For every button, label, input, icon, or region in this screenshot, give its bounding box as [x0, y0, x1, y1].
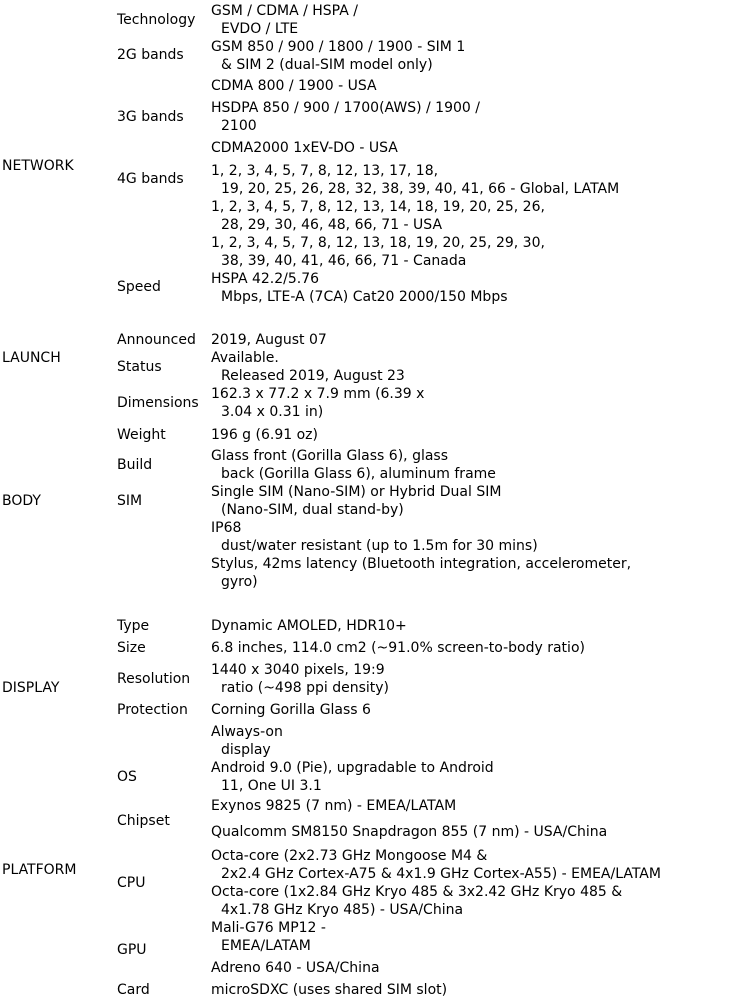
value-4g-canada-line2: 38, 39, 40, 41, 46, 66, 71 - Canada — [221, 253, 467, 269]
value-4g-usa-line2: 28, 29, 30, 46, 48, 66, 71 - USA — [221, 217, 443, 233]
label-sim: SIM — [117, 493, 143, 509]
value-cpu-emea-line1: Octa-core (2x2.73 GHz Mongoose M4 & — [211, 848, 488, 864]
value-announced: 2019, August 07 — [211, 332, 327, 348]
value-2g-bands-line2: & SIM 2 (dual-SIM model only) — [221, 57, 433, 73]
section-launch: LAUNCH — [2, 350, 61, 366]
label-type: Type — [117, 618, 150, 634]
value-3g-bands-line2: 2100 — [221, 118, 257, 134]
value-dimensions-line1: 162.3 x 77.2 x 7.9 mm (6.39 x — [211, 386, 425, 402]
value-resolution-line2: ratio (~498 ppi density) — [221, 680, 389, 696]
value-gpu-emea-line2: EMEA/LATAM — [221, 938, 311, 954]
value-always-on-line1: Always-on — [211, 724, 283, 740]
label-announced: Announced — [117, 332, 196, 348]
value-sim-line1: Single SIM (Nano-SIM) or Hybrid Dual SIM — [211, 484, 502, 500]
label-speed: Speed — [117, 279, 161, 295]
value-resolution-line1: 1440 x 3040 pixels, 19:9 — [211, 662, 385, 678]
value-gpu-emea-line1: Mali-G76 MP12 - — [211, 920, 326, 936]
label-status: Status — [117, 359, 162, 375]
value-speed-line1: HSPA 42.2/5.76 — [211, 271, 320, 287]
value-protection: Corning Gorilla Glass 6 — [211, 702, 371, 718]
value-stylus-line2: gyro) — [221, 574, 258, 590]
value-weight: 196 g (6.91 oz) — [211, 427, 318, 443]
value-cpu-usa-line2: 4x1.78 GHz Kryo 485) - USA/China — [221, 902, 464, 918]
value-2g-bands-line1: GSM 850 / 900 / 1800 / 1900 - SIM 1 — [211, 39, 466, 55]
label-4g-bands: 4G bands — [117, 171, 184, 187]
value-4g-global-line2: 19, 20, 25, 26, 28, 32, 38, 39, 40, 41, 66 - Global, LATAM — [221, 181, 620, 197]
value-technology-line1: GSM / CDMA / HSPA / — [211, 3, 358, 19]
section-display: DISPLAY — [2, 680, 60, 696]
value-cpu-usa-line1: Octa-core (1x2.84 GHz Kryo 485 & 3x2.42 GHz Kryo 485 & — [211, 884, 623, 900]
label-technology: Technology — [117, 12, 196, 28]
label-cpu: CPU — [117, 875, 146, 891]
value-stylus-line1: Stylus, 42ms latency (Bluetooth integration, accelerometer, — [211, 556, 632, 572]
value-build-line2: back (Gorilla Glass 6), aluminum frame — [221, 466, 496, 482]
section-network: NETWORK — [2, 158, 74, 174]
value-ip-rating: IP68 — [211, 520, 242, 536]
label-resolution: Resolution — [117, 671, 191, 687]
value-3g-bands-cdma: CDMA2000 1xEV-DO - USA — [211, 140, 398, 156]
label-dimensions: Dimensions — [117, 395, 199, 411]
value-gpu-usa: Adreno 640 - USA/China — [211, 960, 380, 976]
value-chipset-emea: Exynos 9825 (7 nm) - EMEA/LATAM — [211, 798, 457, 814]
value-sim-line2: (Nano-SIM, dual stand-by) — [221, 502, 404, 518]
value-4g-global-line1: 1, 2, 3, 4, 5, 7, 8, 12, 13, 17, 18, — [211, 163, 439, 179]
value-speed-line2: Mbps, LTE-A (7CA) Cat20 2000/150 Mbps — [221, 289, 508, 305]
label-2g-bands: 2G bands — [117, 47, 184, 63]
value-build-line1: Glass front (Gorilla Glass 6), glass — [211, 448, 449, 464]
value-2g-bands-cdma: CDMA 800 / 1900 - USA — [211, 78, 377, 94]
value-technology-line2: EVDO / LTE — [221, 21, 299, 37]
value-status-line2: Released 2019, August 23 — [221, 368, 405, 384]
section-platform: PLATFORM — [2, 862, 77, 878]
value-cpu-emea-line2: 2x2.4 GHz Cortex-A75 & 4x1.9 GHz Cortex-A55) - EMEA/LATAM — [221, 866, 661, 882]
label-build: Build — [117, 457, 153, 473]
label-card: Card — [117, 982, 150, 998]
value-3g-bands-line1: HSDPA 850 / 900 / 1700(AWS) / 1900 / — [211, 100, 480, 116]
value-display-size: 6.8 inches, 114.0 cm2 (~91.0% screen-to-body ratio) — [211, 640, 585, 656]
label-protection: Protection — [117, 702, 188, 718]
value-os-line1: Android 9.0 (Pie), upgradable to Android — [211, 760, 494, 776]
label-size: Size — [117, 640, 146, 656]
value-os-line2: 11, One UI 3.1 — [221, 778, 322, 794]
label-weight: Weight — [117, 427, 166, 443]
label-os: OS — [117, 769, 137, 785]
value-status-line1: Available. — [211, 350, 279, 366]
value-dimensions-line2: 3.04 x 0.31 in) — [221, 404, 324, 420]
value-4g-canada-line1: 1, 2, 3, 4, 5, 7, 8, 12, 13, 18, 19, 20, 25, 29, 30, — [211, 235, 545, 251]
value-display-type: Dynamic AMOLED, HDR10+ — [211, 618, 407, 634]
value-4g-usa-line1: 1, 2, 3, 4, 5, 7, 8, 12, 13, 14, 18, 19, 20, 25, 26, — [211, 199, 545, 215]
value-ip-rating-detail: dust/water resistant (up to 1.5m for 30 mins) — [221, 538, 538, 554]
section-body: BODY — [2, 493, 41, 509]
value-chipset-usa: Qualcomm SM8150 Snapdragon 855 (7 nm) - USA/China — [211, 824, 608, 840]
label-3g-bands: 3G bands — [117, 109, 184, 125]
label-chipset: Chipset — [117, 813, 170, 829]
value-card: microSDXC (uses shared SIM slot) — [211, 982, 448, 998]
label-gpu: GPU — [117, 942, 147, 958]
value-always-on-line2: display — [221, 742, 271, 758]
